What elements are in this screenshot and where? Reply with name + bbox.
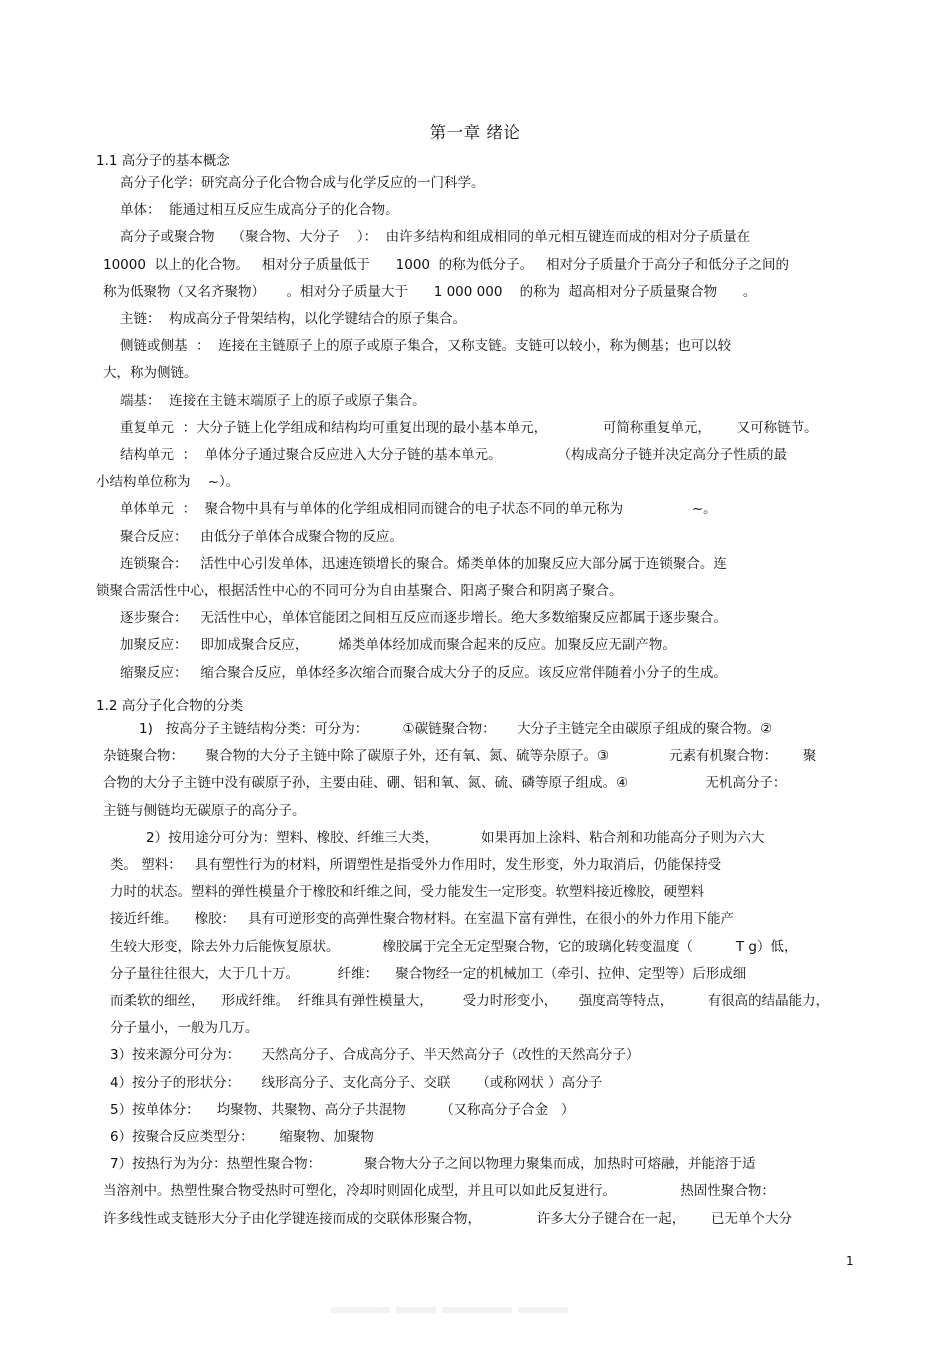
text-line: 侧链或侧基 ： 连接在主链原子上的原子或原子集合，又称支链。支链可以较小，称为侧基；也可以较 bbox=[120, 338, 732, 355]
text-line: 7）按热行为为分：热塑性聚合物： 聚合物大分子之间以物理力聚集而成，加热时可熔融，并能溶于适 bbox=[110, 1156, 756, 1173]
footer-watermark bbox=[330, 1303, 600, 1317]
text-line: 10000 以上的化合物。 相对分子质量低于 1000 的称为低分子。 相对分子质量介于高分子和低分子之间的 bbox=[103, 256, 789, 273]
text-line: 力时的状态。塑料的弹性模量介于橡胶和纤维之间，受力能发生一定形变。软塑料接近橡胶，硬塑料 bbox=[110, 884, 704, 901]
chapter-title: 第一章 绪论 bbox=[429, 123, 521, 142]
text-line: 高分子或聚合物 （聚合物、大分子 ）： 由许多结构和组成相同的单元相互键连而成的相对分子质量在 bbox=[120, 229, 751, 246]
text-line: 5）按单体分： 均聚物、共聚物、高分子共混物 （又称高分子合金 ） bbox=[110, 1101, 575, 1118]
text-line: 大，称为侧链。 bbox=[103, 365, 198, 382]
text-line: 3）按来源分可分为： 天然高分子、合成高分子、半天然高分子（改性的天然高分子） bbox=[110, 1047, 640, 1064]
text-line: 端基： 连接在主链末端原子上的原子或原子集合。 bbox=[120, 392, 426, 409]
text-line: 而柔软的细丝， 形成纤维。 纤维具有弹性模量大， 受力时形变小， 强度高等特点， 有很高的结晶能力， bbox=[110, 993, 830, 1009]
text-line: 合物的大分子主链中没有碳原子孙，主要由硅、硼、铝和氧、氮、硫、磷等原子组成。④ 无机高分子： bbox=[103, 775, 787, 792]
text-line: 单体： 能通过相互反应生成高分子的化合物。 bbox=[120, 202, 399, 219]
text-line: 聚合反应： 由低分子单体合成聚合物的反应。 bbox=[120, 528, 403, 545]
text-line: 接近纤维。 橡胶： 具有可逆形变的高弹性聚合物材料。在室温下富有弹性，在很小的外力作用下能产 bbox=[110, 911, 735, 928]
text-line: 主链： 构成高分子骨架结构，以化学键结合的原子集合。 bbox=[120, 311, 467, 327]
text-line: 锁聚合需活性中心，根据活性中心的不同可分为自由基聚合、阳离子聚合和阴离子聚合。 bbox=[96, 583, 623, 599]
text-line: 加聚反应： 即加成聚合反应， 烯类单体经加成而聚合起来的反应。加聚反应无副产物。 bbox=[120, 637, 676, 654]
text-line: 称为低聚物（又名齐聚物） 。相对分子质量大于 1 000 000 的称为 超高相对分子质量聚合物 。 bbox=[103, 283, 757, 300]
text-line: 2）按用途分可分为：塑料、橡胶、纤维三大类， 如果再加上涂料、粘合剂和功能高分子则为六大 bbox=[146, 829, 765, 846]
text-line: 高分子化学：研究高分子化合物合成与化学反应的一门科学。 bbox=[120, 175, 485, 191]
text-line: 1) 按高分子主链结构分类：可分为： ①碳链聚合物： 大分子主链完全由碳原子组成的聚合物。② bbox=[139, 721, 773, 737]
text-line: 单体单元 ： 聚合物中具有与单体的化学组成相同而键合的电子状态不同的单元称为 ~。 bbox=[120, 501, 717, 518]
text-line: 类。 塑料： 具有塑性行为的材料，所谓塑性是指受外力作用时，发生形变，外力取消后，仍能保持受 bbox=[110, 857, 722, 873]
text-line: 杂链聚合物： 聚合物的大分子主链中除了碳原子外，还有氧、氮、硫等杂原子。③ 元素有机聚合物： 聚 bbox=[103, 748, 817, 765]
text-line: 重复单元 ：大分子链上化学组成和结构均可重复出现的最小基本单元， 可简称重复单元， 又可称链节。 bbox=[120, 419, 818, 436]
text-line: 结构单元 ： 单体分子通过聚合反应进入大分子链的基本单元。 （构成高分子链并决定高分子性质的最 bbox=[120, 447, 787, 463]
text-line: 连锁聚合： 活性中心引发单体，迅速连锁增长的聚合。烯类单体的加聚反应大部分属于连锁聚合。连 bbox=[120, 555, 727, 572]
section-heading-1-2: 1.2 高分子化合物的分类 bbox=[96, 698, 244, 714]
text-line: 缩聚反应： 缩合聚合反应，单体经多次缩合而聚合成大分子的反应。该反应常伴随着小分子的生成。 bbox=[120, 664, 727, 681]
text-line: 逐步聚合： 无活性中心，单体官能团之间相互反应而逐步增长。绝大多数缩聚反应都属于逐步聚合。 bbox=[120, 610, 727, 627]
text-line: 生较大形变，除去外力后能恢复原状。 橡胶属于完全无定型聚合物，它的玻璃化转变温度（ T g）低， bbox=[110, 938, 798, 955]
text-line: 主链与侧链均无碳原子的高分子。 bbox=[103, 802, 306, 819]
text-line: 4）按分子的形状分： 线形高分子、支化高分子、交联 （或称网状 ）高分子 bbox=[110, 1074, 603, 1091]
text-line: 当溶剂中。热塑性聚合物受热时可塑化，冷却时则固化成型，并且可以如此反复进行。 热固性聚合物： bbox=[103, 1183, 775, 1200]
text-line: 6）按聚合反应类型分： 缩聚物、加聚物 bbox=[110, 1129, 374, 1145]
page-number: 1 bbox=[846, 1254, 854, 1268]
text-line: 分子量往往很大，大于几十万。 纤维： 聚合物经一定的机械加工（牵引、拉伸、定型等）后形成细 bbox=[110, 965, 747, 982]
section-heading-1-1: 1.1 高分子的基本概念 bbox=[96, 153, 230, 169]
text-line: 许多线性或支链形大分子由化学键连接而成的交联体形聚合物， 许多大分子键合在一起， 已无单个大分 bbox=[103, 1210, 793, 1227]
text-line: 小结构单位称为 ~）。 bbox=[96, 474, 240, 491]
text-line: 分子量小，一般为几万。 bbox=[110, 1020, 259, 1037]
